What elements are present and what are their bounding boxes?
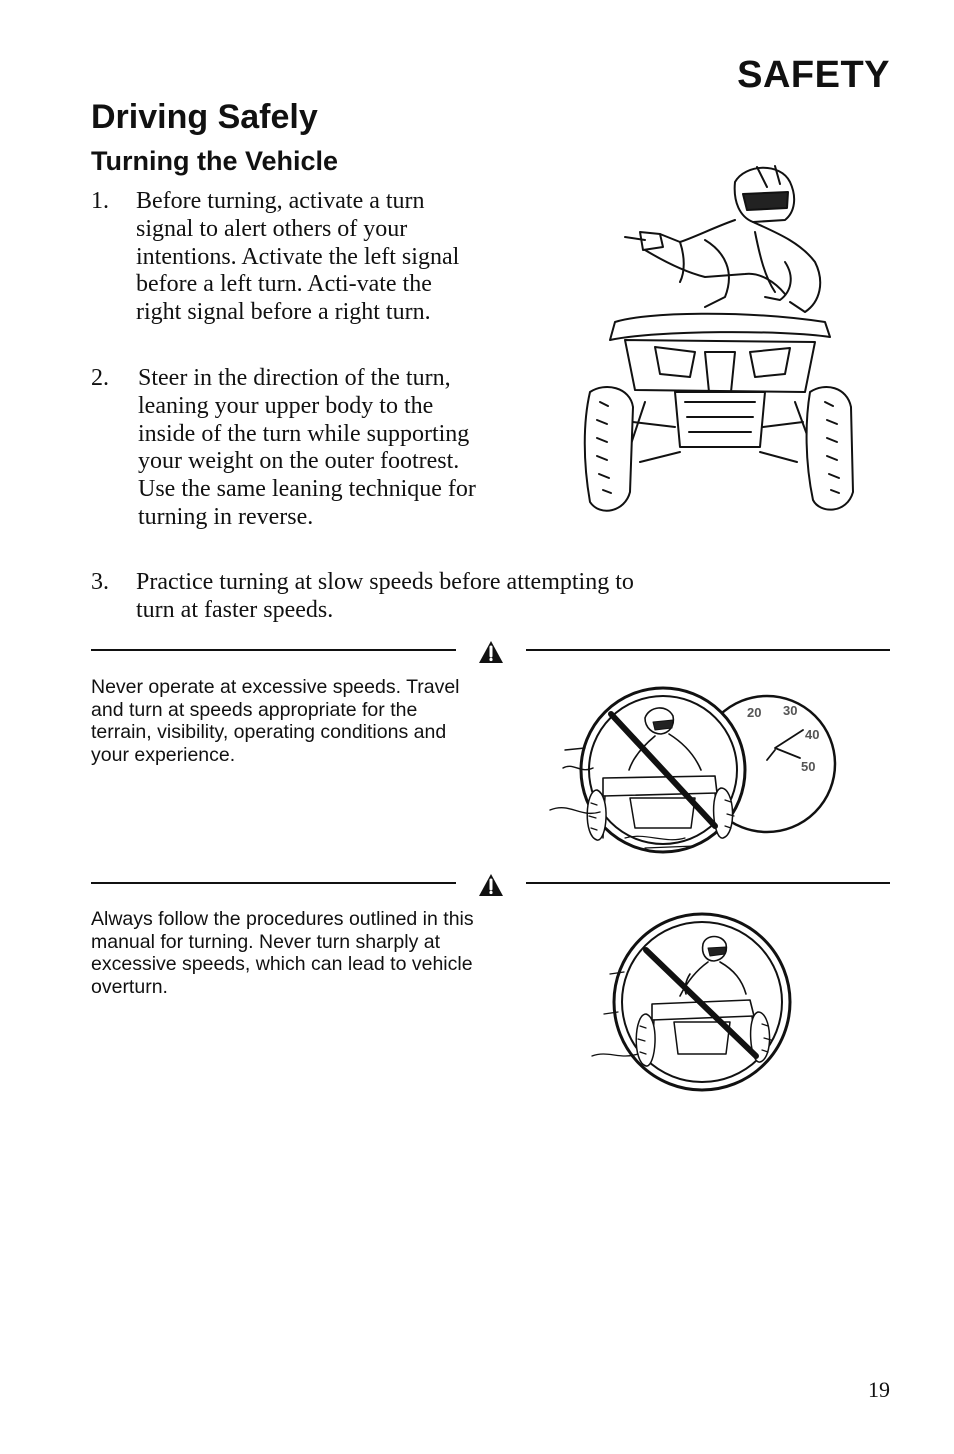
step-text: Before turning, activate a turn signal to alert others of your intentions. Activate the left signal before a left turn. Acti-vate the right signal before a right turn. (136, 188, 460, 326)
step-number: 3. (91, 569, 109, 595)
speedometer-label: 50 (801, 759, 816, 774)
warning-divider (526, 649, 890, 651)
no-speeding-atv-icon (545, 678, 845, 863)
warning-divider (91, 649, 456, 651)
speedometer-label: 20 (747, 705, 762, 720)
warning-text: Never operate at excessive speeds. Travel and turn at speeds appropriate for the terrain, visibility, operating conditions and your experience. (91, 676, 460, 766)
warning-triangle-icon (478, 873, 504, 897)
warning-text: Always follow the procedures outlined in this manual for turning. Never turn sharply at excessive speeds, which can lead to vehicle overturn. (91, 908, 474, 998)
speedometer-label: 30 (783, 703, 798, 718)
warning-triangle-icon (478, 640, 504, 664)
page-title: Driving Safely (91, 98, 318, 136)
no-sharp-turn-atv-icon (590, 914, 800, 1094)
step-number: 2. (91, 365, 109, 391)
page-number: 19 (868, 1377, 890, 1402)
step-text: Practice turning at slow speeds before attempting to turn at faster speeds. (136, 569, 634, 623)
atv-rider-turning-icon (585, 162, 855, 517)
warning-divider (91, 882, 456, 884)
step-text: Steer in the direction of the turn, leaning your upper body to the inside of the turn while supporting your weight on the outer footrest. Use the same leaning technique for turning in reverse. (138, 365, 476, 530)
step-number: 1. (91, 188, 109, 214)
section-subtitle: Turning the Vehicle (91, 146, 339, 176)
speedometer-label: 40 (805, 727, 820, 742)
section-header: SAFETY (737, 54, 890, 96)
warning-divider (526, 882, 890, 884)
